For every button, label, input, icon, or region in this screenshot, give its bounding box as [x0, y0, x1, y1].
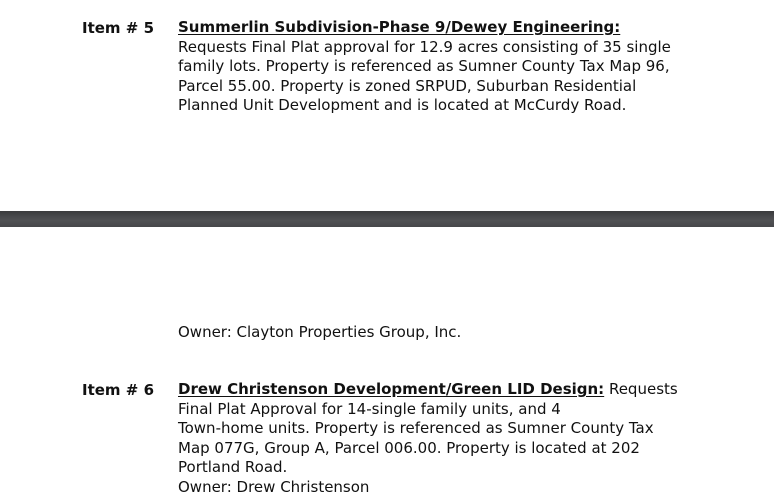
item-6-line-3: Map 077G, Group A, Parcel 006.00. Property is located at 202: [178, 438, 640, 457]
item-5-line-4: Planned Unit Development and is located at McCurdy Road.: [178, 96, 627, 115]
item-6-line-1: Final Plat Approval for 14-single family units, and 4: [178, 399, 561, 418]
item-5-body: [178, 18, 678, 116]
item-5-label: Item # 5: [82, 19, 155, 37]
item-6-title: Drew Christenson Development/Green LID Design:: [178, 380, 605, 398]
item-5-line-1: Requests Final Plat approval for 12.9 acres consisting of 35 single: [178, 37, 671, 56]
item-6-first-line-tail: Requests: [604, 380, 678, 398]
document-page-bottom: [0, 227, 774, 500]
item-6-line-2: Town-home units. Property is referenced as Sumner County Tax: [178, 419, 654, 438]
item-6-first-line: [178, 380, 678, 400]
item-5-owner: Owner: Clayton Properties Group, Inc.: [178, 323, 462, 341]
item-6-body: [178, 380, 678, 498]
item-6-owner: Owner: Drew Christenson: [178, 477, 370, 496]
item-6-line-4: Portland Road.: [178, 458, 288, 477]
item-5-line-2: family lots. Property is referenced as Sumner County Tax Map 96,: [178, 57, 670, 76]
document-page-top: [0, 0, 774, 211]
item-6-label: Item # 6: [82, 381, 155, 399]
item-5-title: Summerlin Subdivision-Phase 9/Dewey Engineering:: [178, 18, 621, 36]
item-5-line-3: Parcel 55.00. Property is zoned SRPUD, Suburban Residential: [178, 76, 637, 95]
page-separator: [0, 211, 774, 227]
